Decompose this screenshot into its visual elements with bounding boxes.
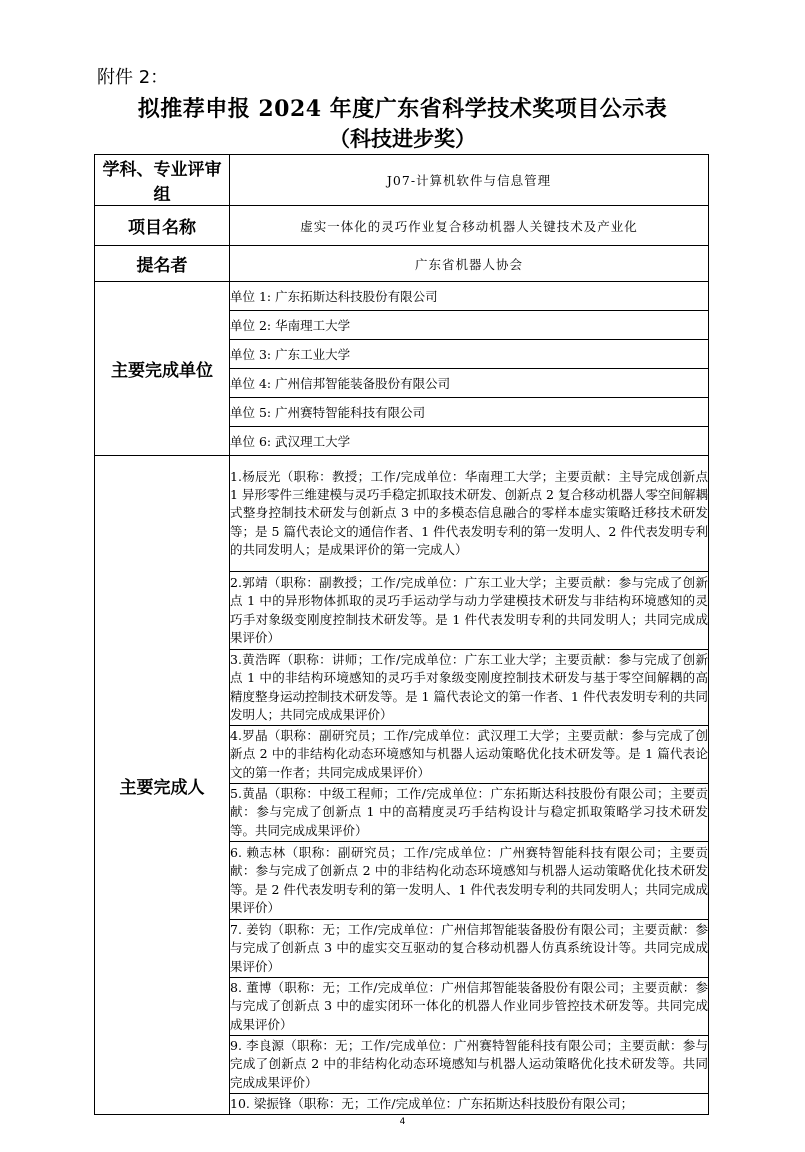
nominator-value: 广东省机器人协会 (230, 246, 709, 282)
units-label: 主要完成单位 (95, 282, 230, 456)
row-discipline (95, 155, 709, 206)
person-item: 8. 董博（职称：无；工作/完成单位：广州信邦智能装备股份有限公司；主要贡献：参与完成了创新点 3 中的虚实闭环一体化的机器人作业同步管控技术研发等。共同完成成果评价） (230, 978, 709, 1036)
attachment-label: 附件 2： (97, 67, 169, 88)
row-nominator (95, 246, 709, 282)
publicity-table (94, 154, 709, 1115)
document-title: 拟推荐申报 2024 年度广东省科学技术奖项目公示表 (137, 96, 668, 122)
person-item: 2.郭靖（职称：副教授；工作/完成单位：广东工业大学；主要贡献：参与完成了创新点 1 中的异形物体抓取的灵巧手运动学与动力学建模技术研发与非结构环境感知的灵巧手对象级变刚度控制技术研发等。是 1 件代表发明专利的共同发明人；共同完成成果评价） (230, 572, 709, 650)
unit-item: 单位 4: 广州信邦智能装备股份有限公司 (230, 369, 709, 398)
person-item: 10. 梁振锋（职称：无；工作/完成单位：广东拓斯达科技股份有限公司； (230, 1094, 709, 1115)
person-item: 3.黄浩晖（职称：讲师；工作/完成单位：广东工业大学；主要贡献：参与完成了创新点 1 中的非结构环境感知的灵巧手对象级变刚度控制技术研发与基于零空间解耦的高精度整身运动控制技术研发等。是 1 篇代表论文的第一作者、1 件代表发明专利的共同发明人；共同完成成果评价） (230, 650, 709, 726)
document-subtitle: （科技进步奖） (329, 126, 476, 151)
person-item: 7. 姜钧（职称：无；工作/完成单位：广州信邦智能装备股份有限公司；主要贡献：参与完成了创新点 3 中的虚实交互驱动的复合移动机器人仿真系统设计等。共同完成成果评价） (230, 920, 709, 978)
person-row (95, 456, 709, 572)
page-number: 4 (399, 1117, 406, 1127)
person-item: 1.杨辰光（职称：教授；工作/完成单位：华南理工大学；主要贡献：主导完成创新点 1 异形零件三维建模与灵巧手稳定抓取技术研发、创新点 2 复合移动机器人零空间解耦式整身控制技术研发与创新点 3 中的多模态信息融合的零样本虚实策略迁移技术研发等；是 5 篇代表论文的通信作者、1 件代表发明专利的第一发明人、2 件代表发明专利的共同发明人；是成果评价的第一完成人） (230, 456, 709, 572)
person-item: 4.罗晶（职称：副研究员；工作/完成单位：武汉理工大学；主要贡献：参与完成了创新点 2 中的非结构化动态环境感知与机器人运动策略优化技术研发等。是 1 篇代表论文的第一作者；共同完成成果评价） (230, 726, 709, 784)
persons-label: 主要完成人 (95, 456, 230, 1115)
unit-item: 单位 1: 广东拓斯达科技股份有限公司 (230, 282, 709, 311)
unit-item: 单位 3: 广东工业大学 (230, 340, 709, 369)
person-item: 6. 赖志林（职称：副研究员；工作/完成单位：广州赛特智能科技有限公司；主要贡献：参与完成了创新点 2 中的非结构化动态环境感知与机器人运动策略优化技术研发等。是 2 件代表发明专利的第一发明人、1 件代表发明专利的共同发明人；共同完成成果评价） (230, 842, 709, 920)
discipline-value: J07-计算机软件与信息管理 (230, 155, 709, 206)
project-name-value: 虚实一体化的灵巧作业复合移动机器人关键技术及产业化 (230, 206, 709, 246)
row-project (95, 206, 709, 246)
discipline-label: 学科、专业评审组 (95, 155, 230, 206)
project-name-label: 项目名称 (95, 206, 230, 246)
unit-item: 单位 2: 华南理工大学 (230, 311, 709, 340)
unit-item: 单位 6: 武汉理工大学 (230, 427, 709, 456)
person-item: 9. 李良源（职称：无；工作/完成单位：广州赛特智能科技有限公司；主要贡献：参与完成了创新点 2 中的非结构化动态环境感知与机器人运动策略优化技术研发等。共同完成成果评价） (230, 1036, 709, 1094)
nominator-label: 提名者 (95, 246, 230, 282)
person-item: 5.黄晶（职称：中级工程师；工作/完成单位：广东拓斯达科技股份有限公司；主要贡献：参与完成了创新点 1 中的高精度灵巧手结构设计与稳定抓取策略学习技术研发等。共同完成成果评价） (230, 784, 709, 842)
unit-row (95, 282, 709, 311)
unit-item: 单位 5: 广州赛特智能科技有限公司 (230, 398, 709, 427)
